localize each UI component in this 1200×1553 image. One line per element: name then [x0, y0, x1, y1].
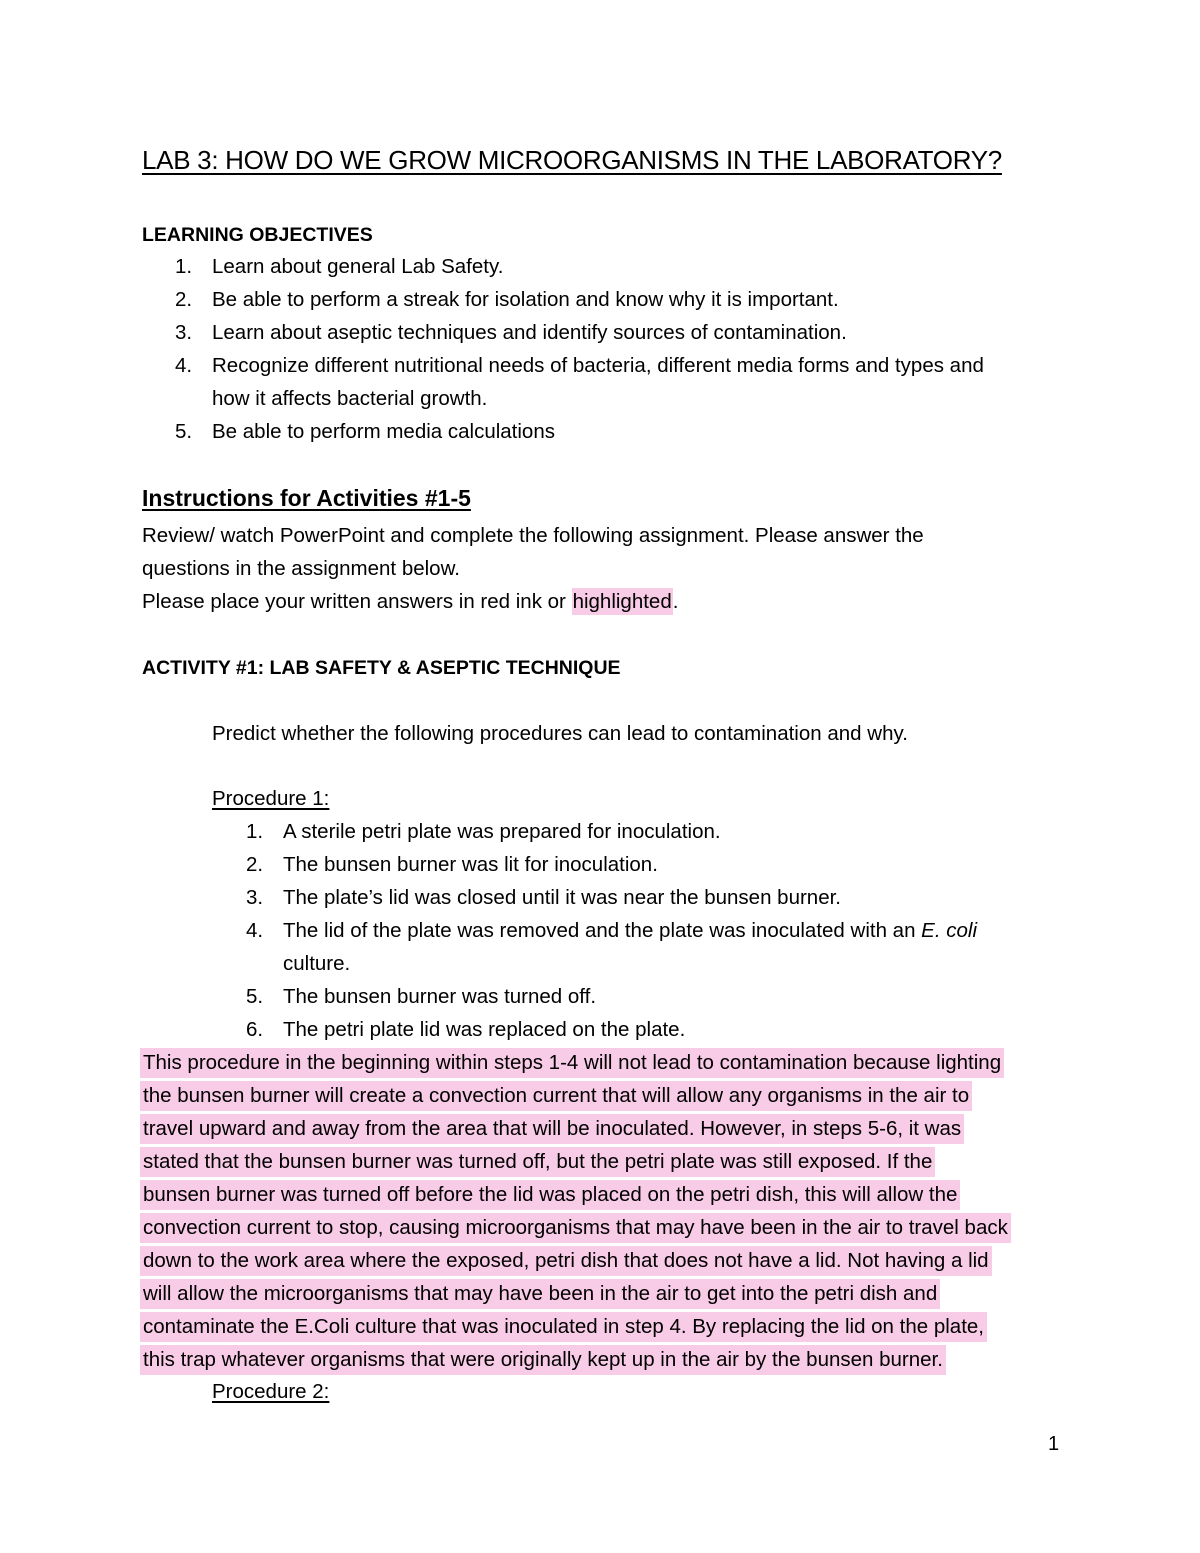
- objective-text: Be able to perform a streak for isolation and know why it is important.: [212, 288, 839, 311]
- activity-1-prompt: Predict whether the following procedures can lead to contamination and why.: [212, 722, 908, 745]
- step-number: 4.: [246, 919, 264, 942]
- lab-title: LAB 3: HOW DO WE GROW MICROORGANISMS IN THE LABORATORY?: [142, 145, 1002, 175]
- objective-text: Learn about aseptic techniques and identify sources of contamination.: [212, 321, 847, 344]
- highlighted-answer-line: convection current to stop, causing microorganisms that may have been in the air to travel back: [140, 1213, 1011, 1243]
- objective-number: 3.: [175, 321, 193, 344]
- instructions-text: Please place your written answers in red ink or: [142, 590, 572, 613]
- step-number: 2.: [246, 853, 264, 876]
- highlighted-answer-line: travel upward and away from the area that will be inoculated. However, in steps 5-6, it was: [140, 1114, 964, 1144]
- highlighted-answer-line: contaminate the E.Coli culture that was inoculated in step 4. By replacing the lid on the plate,: [140, 1312, 987, 1342]
- page-number: 1: [1048, 1433, 1060, 1455]
- highlighted-answer-line: down to the work area where the exposed, petri dish that does not have a lid. Not having a lid: [140, 1246, 992, 1276]
- objective-text-continued: how it affects bacterial growth.: [212, 387, 488, 410]
- step-text: The plate’s lid was closed until it was near the bunsen burner.: [283, 886, 842, 909]
- highlighted-answer-line: stated that the bunsen burner was turned off, but the petri plate was still exposed. If the: [140, 1147, 935, 1177]
- instructions-line: Review/ watch PowerPoint and complete the following assignment. Please answer the: [142, 524, 924, 547]
- procedure-1-heading: Procedure 1:: [212, 787, 330, 810]
- highlighted-answer-line: this trap whatever organisms that were originally kept up in the air by the bunsen burner.: [140, 1345, 946, 1375]
- step-number: 5.: [246, 985, 264, 1008]
- step-text: The bunsen burner was lit for inoculation.: [283, 853, 658, 876]
- step-text: The petri plate lid was replaced on the plate.: [283, 1018, 686, 1041]
- objective-number: 4.: [175, 354, 193, 377]
- step-text: The bunsen burner was turned off.: [283, 985, 597, 1008]
- step-text: A sterile petri plate was prepared for inoculation.: [283, 820, 721, 843]
- highlighted-word: highlighted: [572, 590, 672, 613]
- step-text-main: The lid of the plate was removed and the plate was inoculated with an: [283, 919, 922, 942]
- instructions-line: questions in the assignment below.: [142, 557, 460, 580]
- objective-text: Be able to perform media calculations: [212, 420, 555, 443]
- instructions-period: .: [672, 590, 679, 613]
- step-text-continued: culture.: [283, 952, 351, 975]
- organism-name: E. coli: [921, 919, 977, 942]
- objective-number: 2.: [175, 288, 193, 311]
- activity-1-heading: ACTIVITY #1: LAB SAFETY & ASEPTIC TECHNIQUE: [142, 657, 621, 679]
- highlighted-answer-line: will allow the microorganisms that may have been in the air to get into the petri dish and: [140, 1279, 940, 1309]
- objective-text: Learn about general Lab Safety.: [212, 255, 504, 278]
- step-number: 1.: [246, 820, 264, 843]
- instructions-line: [142, 588, 678, 616]
- highlighted-answer-line: bunsen burner was turned off before the lid was placed on the petri dish, this will allow the: [140, 1180, 960, 1210]
- step-number: 3.: [246, 886, 264, 909]
- objective-number: 1.: [175, 255, 193, 278]
- instructions-heading: Instructions for Activities #1-5: [142, 485, 471, 511]
- objective-number: 5.: [175, 420, 193, 443]
- procedure-2-heading: Procedure 2:: [212, 1380, 330, 1403]
- highlighted-answer-line: This procedure in the beginning within steps 1-4 will not lead to contamination because lighting: [140, 1048, 1004, 1078]
- step-text: [283, 917, 977, 945]
- learning-objectives-heading: LEARNING OBJECTIVES: [142, 224, 373, 246]
- objective-text: Recognize different nutritional needs of bacteria, different media forms and types and: [212, 354, 984, 377]
- highlighted-answer-line: the bunsen burner will create a convection current that will allow any organisms in the air to: [140, 1081, 972, 1111]
- step-number: 6.: [246, 1018, 264, 1041]
